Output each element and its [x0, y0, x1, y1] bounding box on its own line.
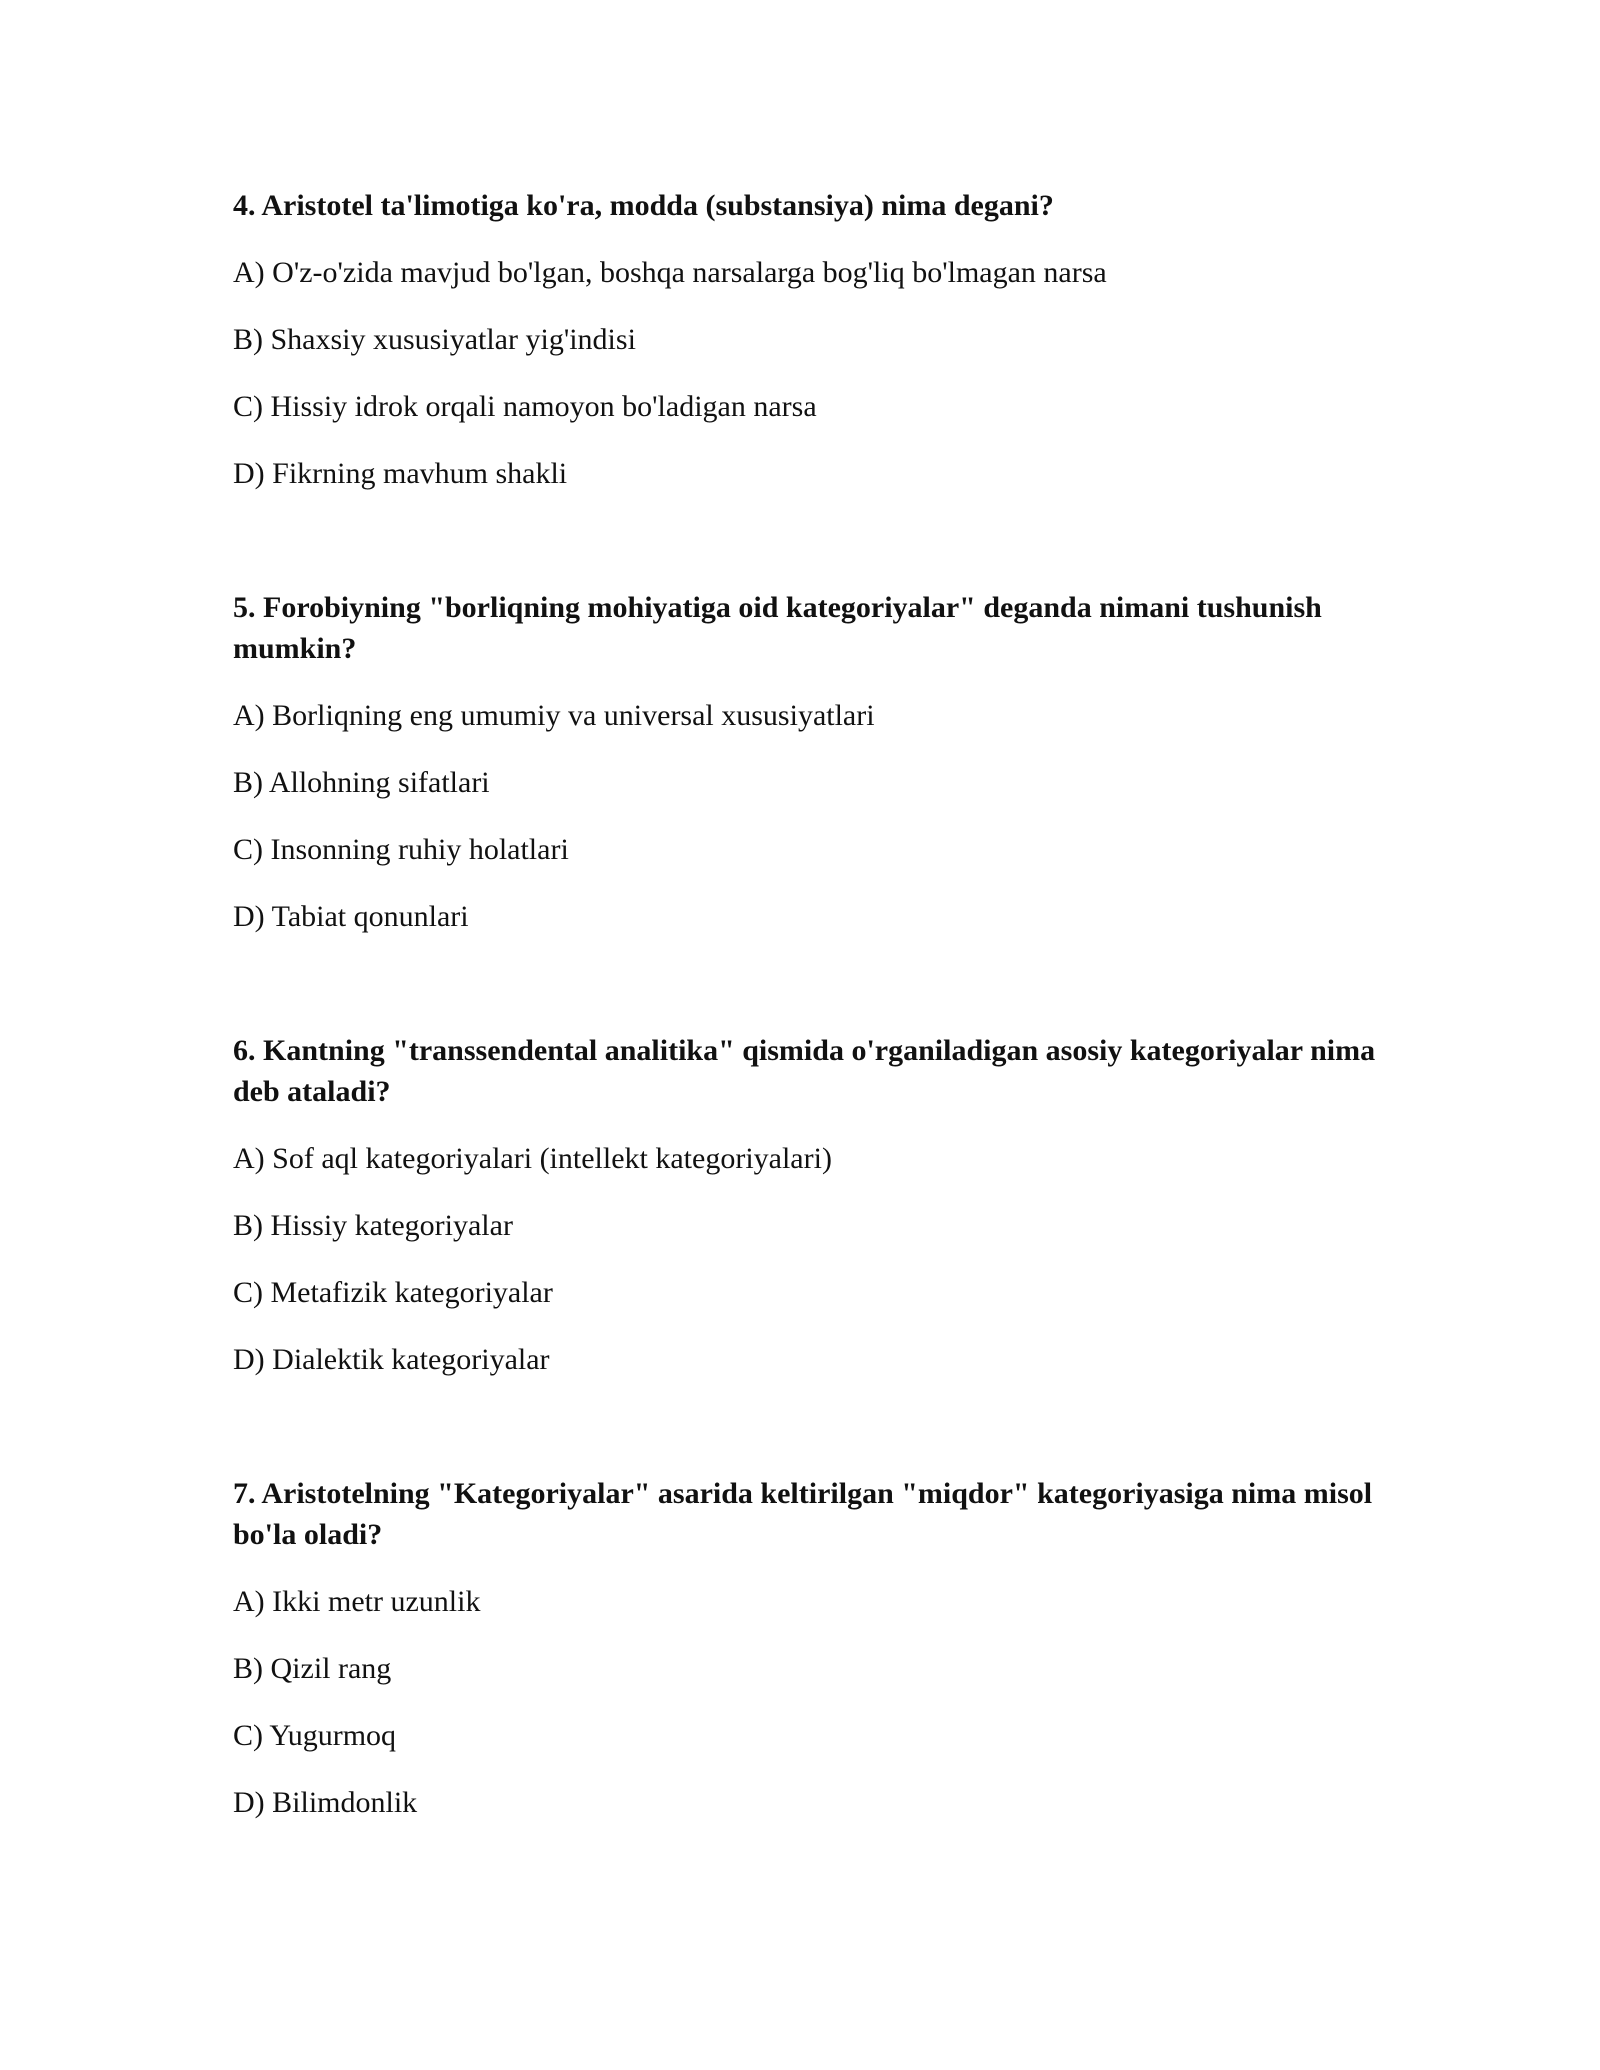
option-c: C) Metafizik kategoriyalar [233, 1276, 553, 1309]
option-d: D) Fikrning mavhum shakli [233, 457, 568, 490]
question-7 [233, 1473, 1383, 1849]
option-b: B) Hissiy kategoriyalar [233, 1209, 513, 1242]
option-b: B) Allohning sifatlari [233, 766, 490, 799]
question-title: 7. Aristotelning "Kategoriyalar" asarida keltirilgan "miqdor" kategoriyasiga nima misol bo'la oladi? [233, 1477, 1373, 1551]
option-d: D) Dialektik kategoriyalar [233, 1343, 550, 1376]
answer-options [233, 252, 1383, 520]
option-a: A) O'z-o'zida mavjud bo'lgan, boshqa narsalarga bog'liq bo'lmagan narsa [233, 256, 1107, 289]
option-c: C) Hissiy idrok orqali namoyon bo'ladigan narsa [233, 390, 817, 423]
option-c: C) Yugurmoq [233, 1719, 397, 1752]
question-5 [233, 587, 1383, 963]
answer-options [233, 695, 1383, 963]
option-b: B) Qizil rang [233, 1652, 392, 1685]
option-d: D) Tabiat qonunlari [233, 900, 469, 933]
question-title: 4. Aristotel ta'limotiga ko'ra, modda (substansiya) nima degani? [233, 189, 1054, 222]
option-d: D) Bilimdonlik [233, 1786, 418, 1819]
option-c: C) Insonning ruhiy holatlari [233, 833, 569, 866]
option-a: A) Borliqning eng umumiy va universal xususiyatlari [233, 699, 875, 732]
question-4 [233, 185, 1383, 520]
question-6 [233, 1030, 1383, 1406]
answer-options [233, 1581, 1383, 1849]
option-b: B) Shaxsiy xususiyatlar yig'indisi [233, 323, 636, 356]
option-a: A) Sof aql kategoriyalari (intellekt kategoriyalari) [233, 1142, 832, 1175]
question-title: 6. Kantning "transsendental analitika" qismida o'rganiladigan asosiy kategoriyalar nima deb ataladi? [233, 1034, 1376, 1108]
answer-options [233, 1138, 1383, 1406]
option-a: A) Ikki metr uzunlik [233, 1585, 481, 1618]
question-title: 5. Forobiyning "borliqning mohiyatiga oid kategoriyalar" deganda nimani tushunish mumkin? [233, 591, 1322, 665]
